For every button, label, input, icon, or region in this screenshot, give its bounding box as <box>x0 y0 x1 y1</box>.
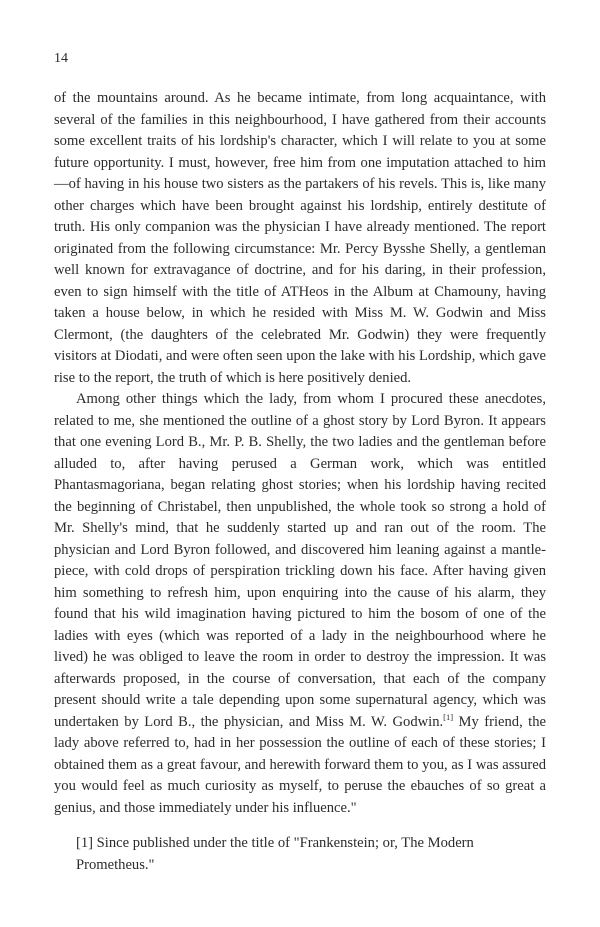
paragraph-2-text-after-footnote: My friend, the lady above referred to, had in her possession the outline of each of these stories; I obtained them as a great favour, and herewith forward them to you, as I was assured you would feel as much curiosity as myself, to peruse the ebauches of so great a genius, and those immediately under his influence." <box>54 713 546 816</box>
body-text <box>54 88 546 819</box>
footnote <box>54 833 546 876</box>
paragraph-2-text-before-footnote: Among other things which the lady, from whom I procured these anecdotes, related to me, she mentioned the outline of a ghost story by Lord Byron. It appears that one evening Lord B., Mr. P. B. Shelly, the two ladies and the gentleman before alluded to, after having perused a German work, which was entitled Phantasmagoriana, began relating ghost stories; when his lordship having recited the beginning of Christabel, then unpublished, the whole took so strong a hold of Mr. Shelly's mind, that he suddenly started up and ran out of the room. The physician and Lord Byron followed, and discovered him leaning against a mantle-piece, with cold drops of perspiration trickling down his face. After having given him something to refresh him, upon enquiring into the cause of his alarm, they found that his wild imagination having pictured to him the bosom of one of the ladies with eyes (which was reported of a lady in the neighbourhood where he lived) he was obliged to leave the room in order to destroy the impression. It was afterwards proposed, in the course of conversation, that each of the company present should write a tale depending upon some supernatural agency, which was undertaken by Lord B., the physician, and Miss M. W. Godwin. <box>54 391 546 730</box>
paragraph-1: of the mountains around. As he became intimate, from long acquaintance, with several of the families in this neighbourhood, I have gathered from their accounts some excellent traits of his lordship's character, which I will relate to you at some future opportunity. I must, however, free him from one imputation attached to him—of having in his house two sisters as the partakers of his revels. This is, like many other charges which have been brought against his lordship, entirely destitute of truth. His only companion was the physician I have already mentioned. The report originated from the following circumstance: Mr. Percy Bysshe Shelly, a gentleman well known for extravagance of doctrine, and for his daring, in their profession, even to sign himself with the title of ATHeos in the Album at Chamouny, having taken a house below, in which he resided with Miss M. W. Godwin and Miss Clermont, (the daughters of the celebrated Mr. Godwin) they were frequently visitors at Diodati, and were often seen upon the lake with his Lordship, which gave rise to the report, the truth of which is here positively denied. <box>54 90 546 386</box>
footnote-text: [1] Since published under the title of "Frankenstein; or, The Modern Prometheus." <box>76 835 474 873</box>
paragraph-2 <box>54 389 546 819</box>
footnote-reference[interactable]: [1] <box>443 711 454 722</box>
page-number: 14 <box>54 51 68 66</box>
